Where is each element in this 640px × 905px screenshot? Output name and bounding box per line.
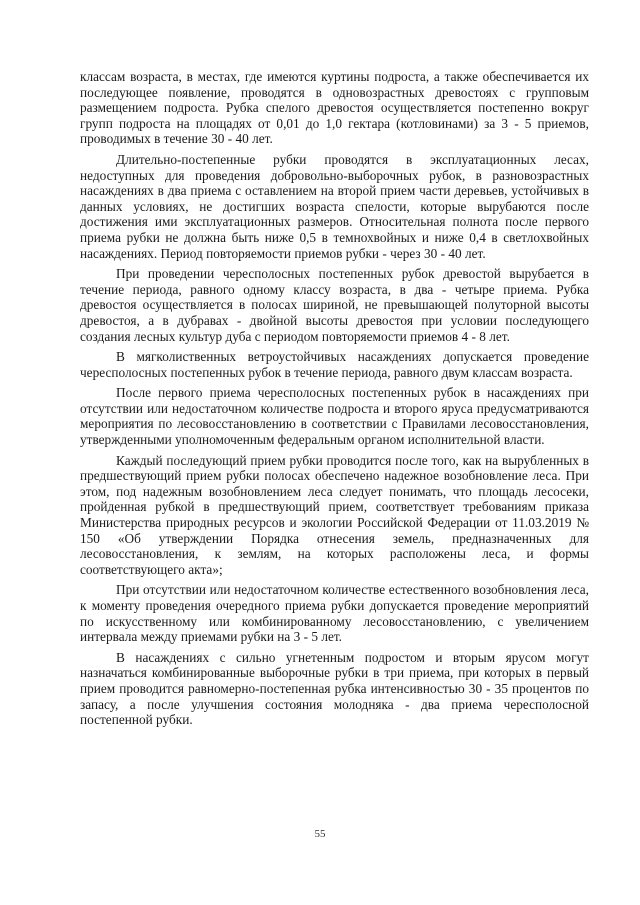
paragraph-continuation: классам возраста, в местах, где имеются куртины подроста, а также обеспечивается их последующее появление, проводятся в одновозрастных древостоях с групповым размещением подроста. Рубка спелого древостоя осуществляется постепенно вокруг групп подроста на площадях от 0,01 до 1,0 гектара (котловинами) за 3 - 5 приемов, проводимых в течение 30 - 40 лет. bbox=[80, 69, 589, 147]
body-text bbox=[80, 69, 589, 733]
paragraph-reforestation-measures: После первого приема чересполосных постепенных рубок в насаждениях при отсутствии или недостаточном количестве подроста и второго яруса предусматриваются мероприятия по лесовосстановлению в соответствии с Правилами лесовосстановления, утвержденными уполномоченным федеральным органом исполнительной власти. bbox=[80, 385, 589, 448]
paragraph-combined-selective-cutting: В насаждениях с сильно угнетенным подростом и вторым ярусом могут назначаться комбинированные выборочные рубки в три приема, при которых в первый прием проводится равномерно-постепенная рубка интенсивностью 30 - 35 процентов по запасу, а после улучшения состояния молодняка - два приема чересполосной постепенной рубки. bbox=[80, 649, 589, 728]
paragraph-subsequent-cutting: Каждый последующий прием рубки проводится после того, как на вырубленных в предшествующий прием рубки полосах обеспечено надежное возобновление леса. При этом, под надежным возобновлением леса следует понимать, что площадь лесосеки, пройденная рубкой в предшествующий прием, соответствует требованиям приказа Министерства природных ресурсов и экологии Российской Федерации от 11.03.2019 № 150 «Об утверждении Порядка отнесения земель, предназначенных для лесовосстановления, к землям, на которых расположены леса, и формы соответствующего акта»; bbox=[80, 452, 589, 577]
paragraph-artificial-reforestation: При отсутствии или недостаточном количестве естественного возобновления леса, к моменту проведения очередного приема рубки допускается проведение мероприятий по искусственному или комбинированному лесовосстановлению, с увеличением интервала между приемами рубки на 3 - 5 лет. bbox=[80, 582, 589, 645]
paragraph-softwood-stands: В мягколиственных ветроустойчивых насаждениях допускается проведение чересполосных постепенных рубок в течение периода, равного двум классам возраста. bbox=[80, 349, 589, 380]
paragraph-long-term-gradual-cutting: Длительно-постепенные рубки проводятся в эксплуатационных лесах, недоступных для проведения добровольно-выборочных рубок, в разновозрастных насаждениях в два приема с оставлением на второй прием части деревьев, устойчивых в данных условиях, не достигших возраста спелости, которые вырубаются после достижения ими эксплуатационных размеров. Относительная полнота после первого приема рубки не должна быть ниже 0,5 в темнохвойных и ниже 0,4 в светлохвойных насаждениях. Период повторяемости приемов рубки - через 30 - 40 лет. bbox=[80, 151, 589, 261]
paragraph-strip-cutting: При проведении чересполосных постепенных рубок древостой вырубается в течение периода, равного одному классу возраста, в два - четыре приема. Рубка древостоя осуществляется в полосах шириной, не превышающей полуторной высоты древостоя, а в дубравах - двойной высоты древостоя при условии последующего создания лесных культур дуба с периодом повторяемости приемов 4 - 8 лет. bbox=[80, 266, 589, 344]
page-number: 55 bbox=[314, 828, 326, 840]
